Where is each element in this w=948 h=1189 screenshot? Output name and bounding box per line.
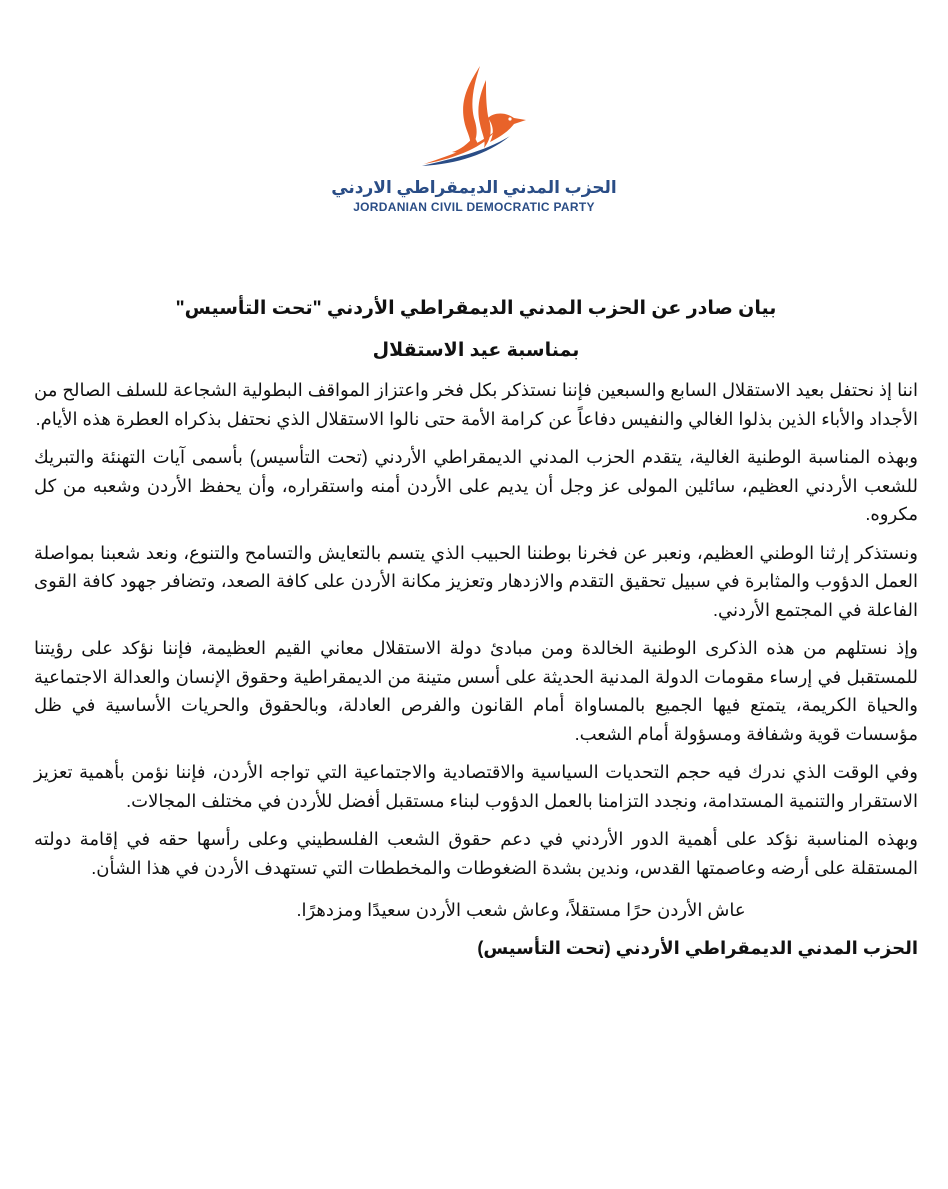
phoenix-bird-logo-icon — [414, 62, 534, 172]
statement-subtitle: بمناسبة عيد الاستقلال — [372, 340, 580, 361]
paragraph-5: وفي الوقت الذي ندرك فيه حجم التحديات السياسية والاقتصادية والاجتماعية التي تواجه الأردن، فإننا نؤمن بأهمية تعزيز الاستقرار والتنمية المستدامة، ونجدد التزامنا بالعمل الدؤوب لبناء مستقبل أفضل للأردن في مختلف المجالات. — [34, 762, 918, 811]
statement-title: بيان صادر عن الحزب المدني الديمقراطي الأردني "تحت التأسيس" — [175, 298, 777, 319]
party-logo — [0, 62, 948, 215]
closing-line: عاش الأردن حرًا مستقلاً، وعاش شعب الأردن سعيدًا ومزدهرًا. — [296, 900, 746, 920]
statement-document — [34, 296, 918, 962]
party-name-arabic: الحزب المدني الديمقراطي الاردني — [331, 178, 617, 197]
party-name-english: JORDANIAN CIVIL DEMOCRATIC PARTY — [353, 200, 595, 214]
paragraph-6: وبهذه المناسبة نؤكد على أهمية الدور الأردني في دعم حقوق الشعب الفلسطيني وعلى رأسها حقه في إقامة دولته المستقلة على أرضه وعاصمتها القدس، وندين بشدة الضغوطات والمخططات التي تستهدف الأردن في هذا الشأن. — [34, 829, 918, 878]
paragraph-2: وبهذه المناسبة الوطنية الغالية، يتقدم الحزب المدني الديمقراطي الأردني (تحت التأسيس) بأسمى آيات التهنئة والتبريك للشعب الأردني العظيم، سائلين المولى عز وجل أن يديم على الأردن أمنه واستقراره، وأن يحفظ الأردن وشعبه من كل مكروه. — [34, 447, 918, 524]
paragraph-1: اننا إذ نحتفل بعيد الاستقلال السابع والسبعين فإننا نستذكر بكل فخر واعتزاز المواقف البطولية الشجاعة للسلف الصالح من الأجداد والأباء الذين بذلوا الغالي والنفيس دفاعاً عن كرامة الأمة حتى نالوا الاستقلال الذي نحتفل بذكراه العطرة هذه الأيام. — [34, 380, 918, 429]
paragraph-3: ونستذكر إرثنا الوطني العظيم، ونعبر عن فخرنا بوطننا الحبيب الذي يتسم بالتعايش والتسامح والتنوع، ونعد شعبنا بمواصلة العمل الدؤوب والمثابرة في سبيل تحقيق التقدم والازدهار وتعزيز مكانة الأردن على كافة الصعد، وتضافر جهود كافة القوى الفاعلة في المجتمع الأردني. — [34, 542, 918, 620]
paragraph-4: وإذ نستلهم من هذه الذكرى الوطنية الخالدة ومن مبادئ دولة الاستقلال معاني القيم العظيمة، فإننا نؤكد على رؤيتنا للمستقبل في إرساء مقومات الدولة المدنية الحديثة على أسس متينة من الديمقراطية وحقوق الإنسان والعدالة الاجتماعية والحياة الكريمة، يتمتع فيها الجميع بالمساواة أمام القانون والفرص العادلة، وبالحقوق والحريات الأساسية في ظل مؤسسات قوية وشفافة ومسؤولة أمام الشعب. — [34, 638, 918, 744]
signature: الحزب المدني الديمقراطي الأردني (تحت التأسيس) — [477, 938, 918, 958]
